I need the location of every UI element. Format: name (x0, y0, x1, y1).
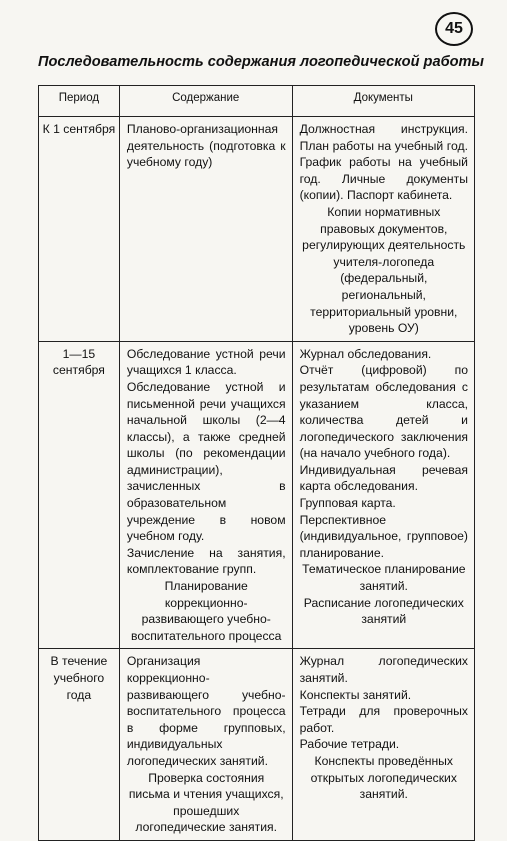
documents-paragraph: Индивидуальная речевая карта обследования. (299, 462, 468, 494)
content-paragraph: Обследование устной речи учащихся 1 класса. (126, 346, 286, 378)
content-paragraph: Проверка состояния письма и чтения учащихся, прошедших логопедические занятия. (128, 770, 284, 835)
documents-paragraph: Тетради для проверочных работ. (299, 704, 468, 735)
period-cell: 1—15 сентября (39, 341, 120, 649)
content-paragraph: Зачисление на занятия, комплектование групп. (126, 545, 286, 577)
period-cell: В течение учебного года (39, 649, 120, 841)
documents-cell (292, 341, 474, 649)
documents-cell (292, 117, 474, 342)
documents-paragraph: Рабочие тетради. (299, 737, 400, 752)
table-row (39, 649, 475, 841)
content-cell (119, 341, 292, 649)
documents-paragraph: Конспекты занятий. (299, 687, 412, 702)
header-period: Период (39, 86, 120, 117)
documents-paragraph: Групповая карта. (299, 496, 396, 511)
header-documents: Документы (292, 86, 474, 117)
table-row (39, 341, 475, 649)
page-number: 45 (435, 12, 473, 46)
period-cell: К 1 сентября (39, 117, 120, 342)
content-paragraph: Организация коррекционно-развивающего учебно-воспитательного процесса в форме групповых, индивидуальных логопедических занятий. (126, 654, 286, 768)
documents-cell (292, 649, 474, 841)
documents-paragraph: Журнал логопедических занятий. (299, 654, 468, 685)
content-paragraph: Планово-организационная деятельность (подготовка к учебному году) (126, 122, 286, 170)
content-paragraph: Обследование устной и письменной речи учащихся начальной школы (2—4 классы), а также средней школы (по рекомендации администрации), зачисленных в образовательном учреждение в новом учебном году. (126, 379, 286, 544)
documents-paragraph: Расписание логопедических занятий (303, 595, 464, 627)
page-title: Последовательность содержания логопедической работы (38, 54, 484, 70)
documents-paragraph: Отчёт (цифровой) по результатам обследования с указанием класса, количества детей и логопедического заключения (на начало учебного года). (299, 363, 468, 461)
documents-paragraph: Конспекты проведённых открытых логопедических занятий. (310, 753, 457, 802)
content-cell (119, 649, 292, 841)
documents-paragraph: Перспективное (индивидуальное, групповое) планирование. (299, 512, 468, 560)
work-sequence-table (38, 85, 475, 841)
table-row (39, 117, 475, 342)
documents-paragraph: Должностная инструкция. План работы на учебный год. График работы на учебный год. Личные документы (копии). Паспорт кабинета. (299, 122, 468, 203)
documents-paragraph: Тематическое планирование занятий. (302, 562, 466, 594)
table-header-row (39, 86, 475, 117)
header-content: Содержание (119, 86, 292, 117)
documents-paragraph: Журнал обследования. (299, 346, 432, 361)
content-paragraph: Планирование коррекционно-развивающего учебно-воспитательного процесса (130, 579, 282, 643)
content-cell (119, 117, 292, 342)
documents-paragraph: Копии нормативных правовых документов, регулирующих деятельность учителя-логопеда (федеральный, региональный, территориальный уровни, уровень ОУ) (302, 204, 466, 336)
